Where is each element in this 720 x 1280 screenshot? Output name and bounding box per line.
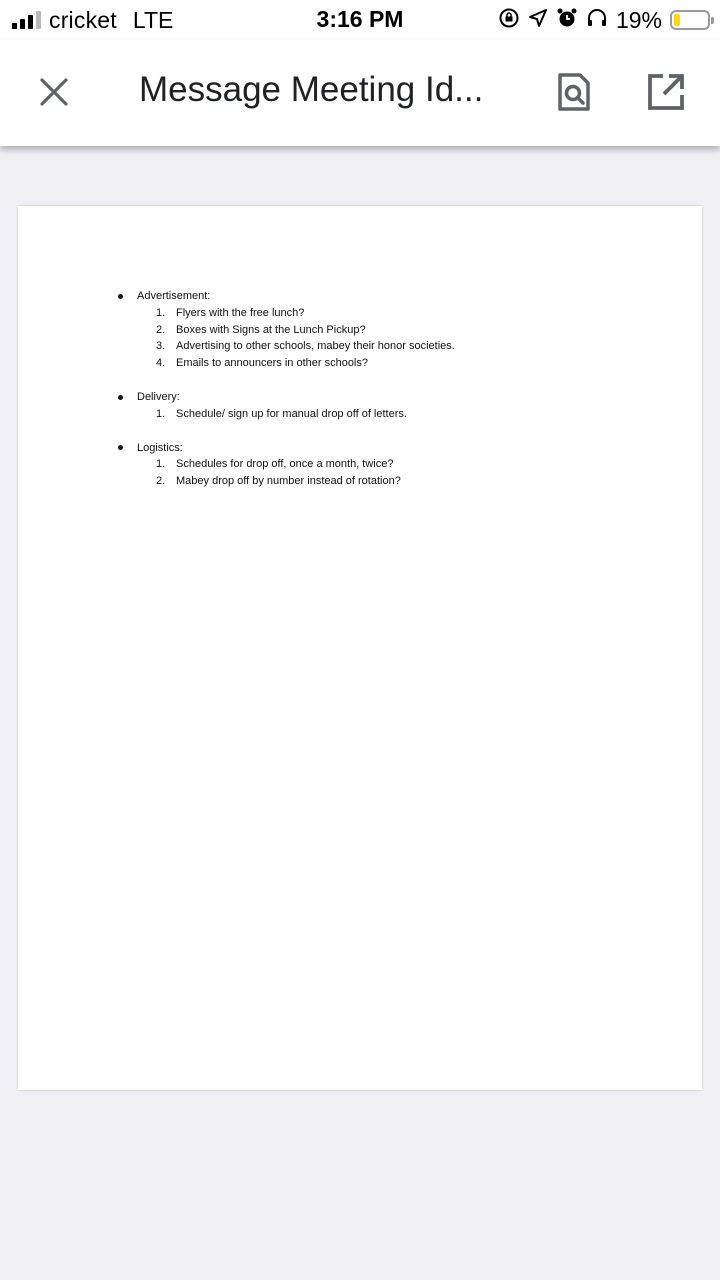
list-item bbox=[116, 288, 676, 305]
find-in-page-icon bbox=[556, 71, 592, 113]
list-item bbox=[116, 440, 676, 457]
list-item bbox=[116, 389, 676, 406]
document-page[interactable] bbox=[18, 206, 702, 1090]
app-bar bbox=[0, 40, 720, 146]
item-number: 3. bbox=[156, 340, 166, 353]
item-text: Schedule/ sign up for manual drop off of letters. bbox=[176, 407, 407, 420]
section-delivery bbox=[116, 389, 676, 423]
document-title: Message Meeting Id... bbox=[139, 70, 484, 109]
status-right bbox=[498, 6, 710, 34]
item-text: Emails to announcers in other schools? bbox=[176, 357, 368, 370]
item-number: 4. bbox=[156, 357, 166, 370]
section-logistics bbox=[116, 440, 676, 490]
item-text: Mabey drop off by number instead of rotation? bbox=[176, 475, 401, 488]
list-item bbox=[156, 473, 676, 490]
carrier-name: cricket bbox=[49, 6, 117, 33]
list-item bbox=[156, 338, 676, 355]
list-item bbox=[156, 305, 676, 322]
item-text: Boxes with Signs at the Lunch Pickup? bbox=[176, 323, 366, 336]
item-number: 1. bbox=[156, 407, 166, 420]
section-advertisement bbox=[116, 288, 676, 372]
network-type: LTE bbox=[132, 6, 174, 33]
headphones-icon bbox=[586, 7, 608, 34]
clock: 3:16 PM bbox=[316, 6, 404, 32]
list-item bbox=[156, 355, 676, 372]
open-in-new-button[interactable] bbox=[640, 66, 692, 118]
alarm-icon bbox=[556, 7, 578, 34]
item-number: 2. bbox=[156, 323, 166, 336]
list-item bbox=[156, 406, 676, 423]
item-text: Advertising to other schools, mabey their honor societies. bbox=[176, 340, 455, 353]
bullet-icon bbox=[118, 445, 123, 450]
item-text: Schedules for drop off, once a month, twice? bbox=[176, 458, 394, 471]
section-heading: Delivery: bbox=[137, 390, 180, 403]
item-number: 1. bbox=[156, 306, 166, 319]
battery-percent: 19% bbox=[615, 6, 662, 33]
bullet-icon bbox=[118, 294, 123, 299]
list-item bbox=[156, 456, 676, 473]
status-bar bbox=[0, 0, 720, 40]
close-icon bbox=[38, 76, 70, 108]
orientation-lock-icon bbox=[498, 7, 520, 34]
section-heading: Logistics: bbox=[137, 441, 183, 454]
battery-icon bbox=[670, 10, 710, 30]
item-number: 1. bbox=[156, 458, 166, 471]
open-in-new-icon bbox=[647, 73, 685, 111]
location-icon bbox=[528, 8, 548, 33]
bullet-icon bbox=[118, 395, 123, 400]
close-button[interactable] bbox=[28, 66, 80, 118]
list-item bbox=[156, 322, 676, 339]
item-number: 2. bbox=[156, 475, 166, 488]
find-in-page-button[interactable] bbox=[548, 66, 600, 118]
document-body bbox=[116, 288, 676, 507]
section-heading: Advertisement: bbox=[137, 290, 211, 302]
item-text: Flyers with the free lunch? bbox=[176, 306, 305, 319]
